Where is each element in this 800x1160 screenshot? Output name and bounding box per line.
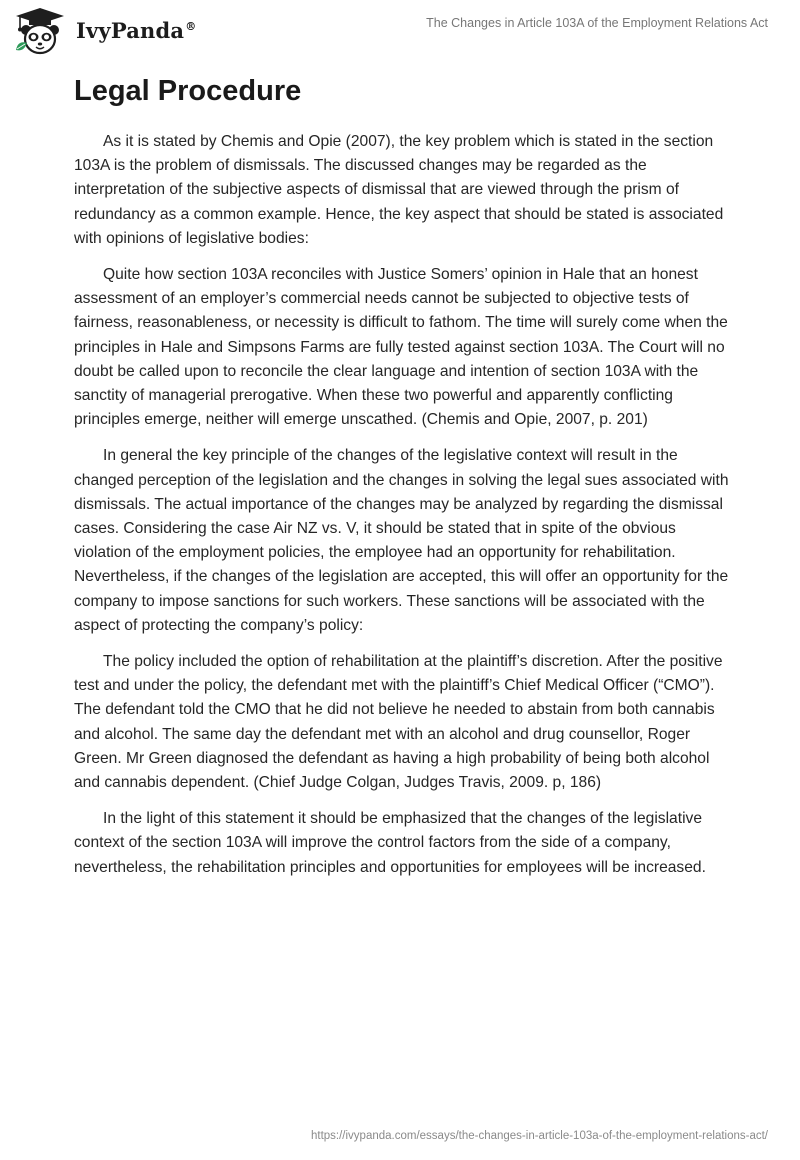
source-url-link[interactable]: https://ivypanda.com/essays/the-changes-in-article-103a-of-the-employment-relations-act/: [310, 1130, 768, 1142]
article-body: [74, 72, 734, 892]
brand-name[interactable]: [76, 18, 196, 43]
paragraph-2: In general the key principle of the changes of the legislative context will result in the changed perception of the legislation and the changes in solving the legal sues associated with dismissals. The actual importance of the changes may be analyzed by regarding the dismissal cases. Considering the case Air NZ vs. V, it should be stated that in spite of the obvious violation of the employment policies, the employee had an opportunity for rehabilitation. Nevertheless, if the changes of the legislation are accepted, this will offer an opportunity for the company to impose sanctions for such workers. These sanctions will be associated with the aspect of protecting the company’s policy:: [74, 447, 729, 634]
page-header: [0, 0, 800, 62]
section-heading: Legal Procedure: [74, 75, 302, 107]
paragraph-3: In the light of this statement it should be emphasized that the changes of the legislative context of the section 103A will improve the control factors from the side of a company, nevertheless, the rehabilitation principles and opportunities for employees will be increased.: [74, 810, 706, 876]
brand-text: IvyPanda: [76, 18, 185, 43]
registered-mark: ®: [185, 20, 197, 33]
quote-paragraph-2: The policy included the option of rehabilitation at the plaintiff’s discretion. After the positive test and under the policy, the defendant met with the plaintiff’s Chief Medical Officer (“CMO”). The defendant told the CMO that he did not believe he needed to abstain from both cannabis and alcohol. The same day the defendant met with an alcohol and drug counsellor, Roger Green. Mr Green diagnosed the defendant as having a high probability of being both alcohol and cannabis dependent. (Chief Judge Colgan, Judges Travis, 2009. p, 186): [74, 653, 723, 792]
paragraph-1: As it is stated by Chemis and Opie (2007), the key problem which is stated in the section 103A is the problem of dismissals. The discussed changes may be regarded as the interpretation of the subjective aspects of dismissal that are viewed through the prism of redundancy as a common example. Hence, the key aspect that should be stated is associated with opinions of legislative bodies:: [74, 133, 724, 247]
document-title: The Changes in Article 103A of the Employment Relations Act: [426, 16, 768, 30]
panda-logo-icon[interactable]: [14, 6, 66, 56]
quote-paragraph-1: Quite how section 103A reconciles with Justice Somers’ opinion in Hale that an honest assessment of an employer’s commercial needs cannot be subjected to objective tests of fairness, reasonableness, or necessity is difficult to fathom. The time will surely come when the principles in Hale and Simpsons Farms are fully tested against section 103A. The Court will no doubt be called upon to reconcile the clear language and intention of section 103A with the sanctity of managerial prerogative. When these two powerful and apparently conflicting principles emerge, neither will emerge unscathed. (Chemis and Opie, 2007, p. 201): [74, 266, 728, 429]
